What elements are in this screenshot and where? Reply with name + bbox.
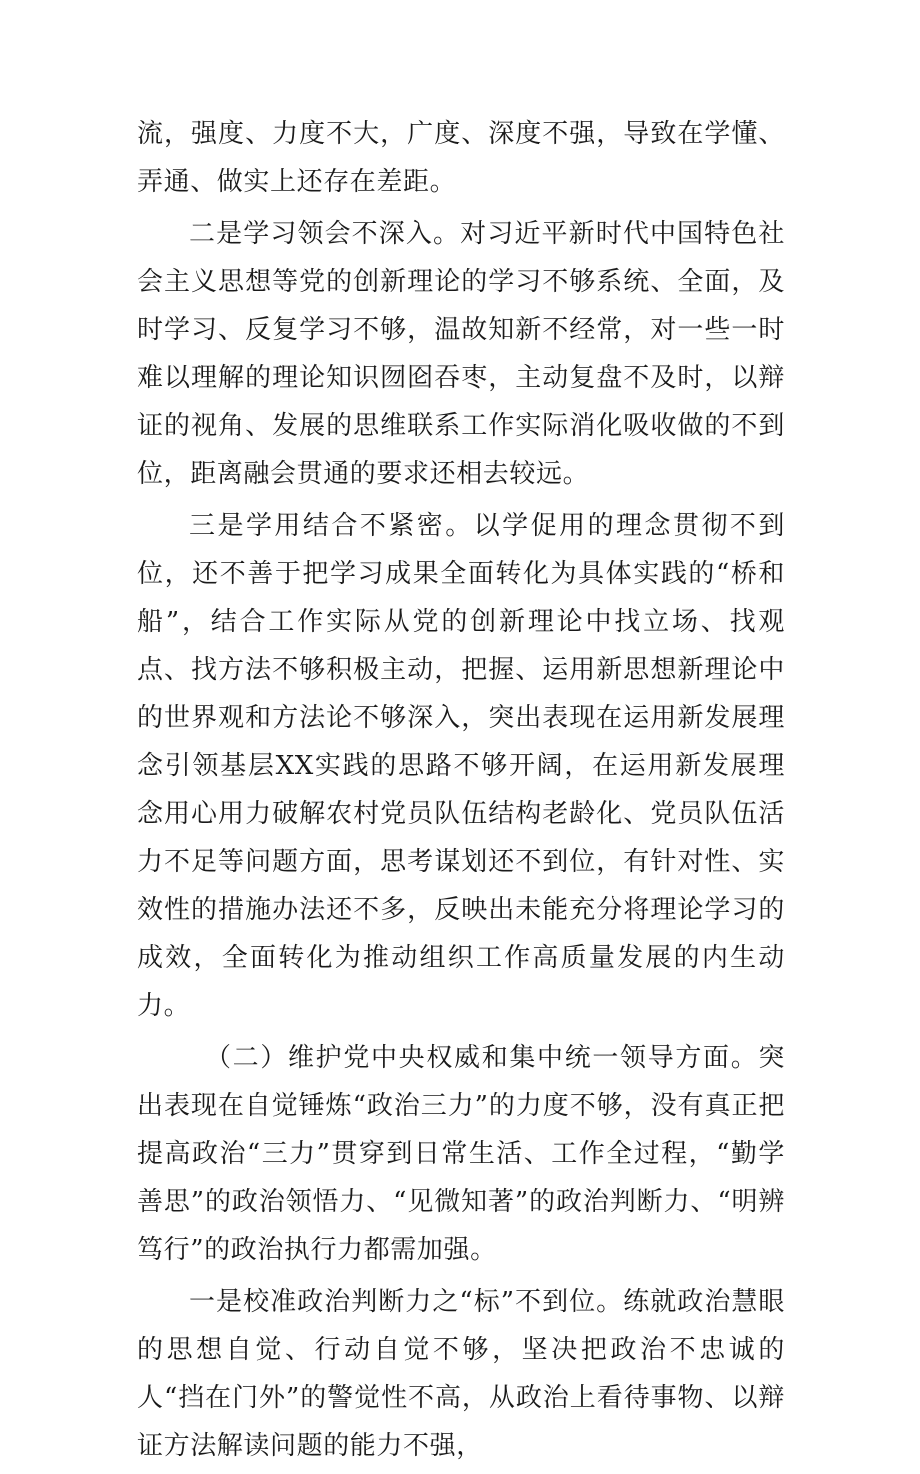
paragraph-study-not-deep: 二是学习领会不深入。对习近平新时代中国特色社会主义思想等党的创新理论的学习不够系统、全面，及时学习、反复学习不够，温故知新不经常，对一些一时难以理解的理论知识囫囵吞枣，主动复盘不及时，以辩证的视角、发展的思维联系工作实际消化吸收做的不到位，距离融会贯通的要求还相去较远。: [137, 219, 785, 489]
paragraph-political-judgment: 一是校准政治判断力之“标”不到位。练就政治慧眼的思想自觉、行动自觉不够，坚决把政治不忠诚的人“挡在门外”的警觉性不高，从政治上看待事物、以辩证方法解读问题的能力不强，: [137, 1287, 785, 1461]
paragraph-study-application: 三是学用结合不紧密。以学促用的理念贯彻不到位，还不善于把学习成果全面转化为具体实践的“桥和船”，结合工作实际从党的创新理论中找立场、找观点、找方法不够积极主动，把握、运用新思想新理论中的世界观和方法论不够深入，突出表现在运用新发展理念引领基层XX实践的思路不够开阔，在运用新发展理念用心用力破解农村党员队伍结构老龄化、党员队伍活力不足等问题方面，思考谋划还不到位，有针对性、实效性的措施办法还不多，反映出未能充分将理论学习的成效，全面转化为推动组织工作高质量发展的内生动力。: [137, 511, 785, 1021]
paragraph-continuation: 流，强度、力度不大，广度、深度不强，导致在学懂、弄通、做实上还存在差距。: [137, 119, 785, 197]
paragraph-section-two-heading: （二）维护党中央权威和集中统一领导方面。突出表现在自觉锤炼“政治三力”的力度不够，没有真正把提高政治“三力”贯穿到日常生活、工作全过程，“勤学善思”的政治领悟力、“见微知著”的政治判断力、“明辨笃行”的政治执行力都需加强。: [137, 1043, 785, 1265]
document-body: [137, 110, 785, 1474]
